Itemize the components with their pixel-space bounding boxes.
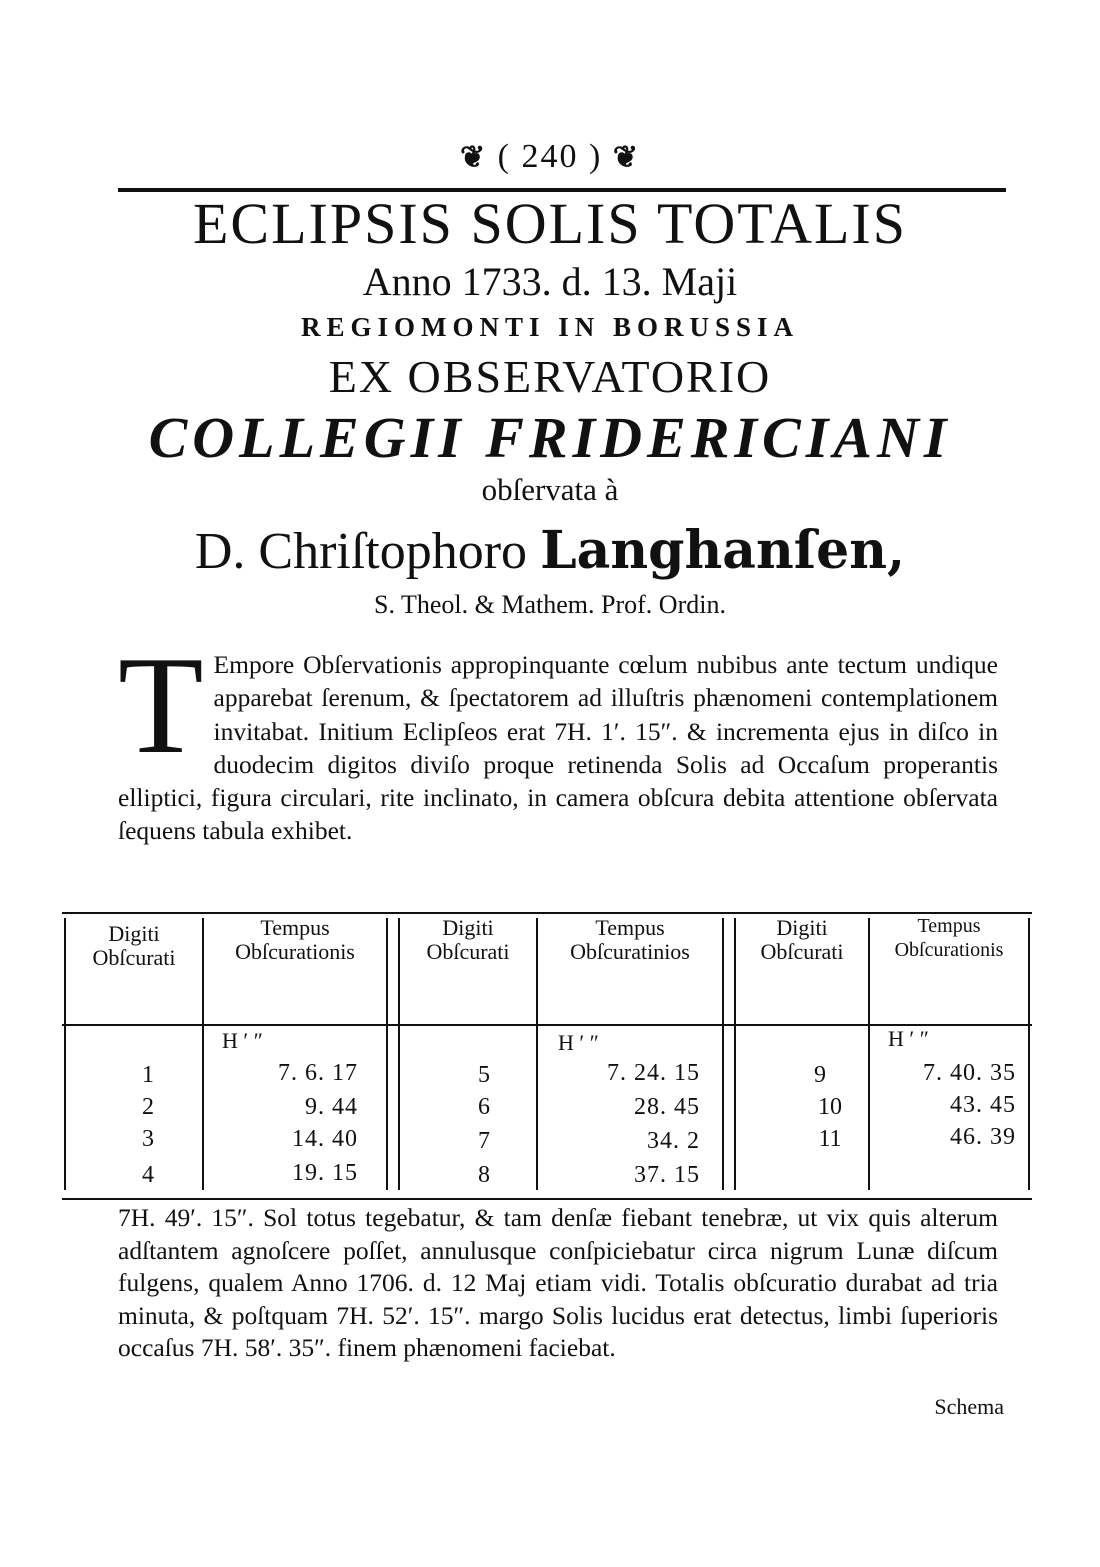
digit-header-line: Digiti <box>776 915 828 940</box>
title-line-5: COLLEGII FRIDERICIANI <box>148 405 952 470</box>
continuation-paragraph: 7H. 49′. 15″. Sol totus tegebatur, & tam denſæ fiebant tenebræ, ut vix quis alterum adſtantem agnoſcere poſſet, annulusque conſpiciebatur circa nigrum Lunæ diſcum fulgens, qualem Anno 1706. d. 12 Maj etiam vidi. Totalis obſcuratio durabat ad tria minuta, & poſtquam 7H. 52′. 15″. margo Solis lucidus erat detectus, limbi ſuperioris occaſus 7H. 58′. 35″. finem phænomeni faciebat. <box>118 1203 998 1362</box>
time-header <box>538 916 722 964</box>
drop-cap: T <box>118 628 204 783</box>
table-header-rule <box>62 1024 1032 1026</box>
digit-value: 3 <box>142 1126 154 1152</box>
time-value: 7. 24. 15 <box>607 1060 700 1086</box>
digit-header-line: Digiti <box>108 921 160 946</box>
time-value: 7. 6. 17 <box>278 1060 358 1086</box>
title-line-7 <box>0 520 1100 581</box>
digit-value: 10 <box>818 1094 842 1120</box>
digit-value: 1 <box>142 1062 154 1088</box>
digit-value: 7 <box>478 1128 490 1154</box>
intro-text: Empore Obſervationis appropinquante cœlum nubibus ante tectum undique apparebat ſerenum, & ſpectatorem ad illuſtris phænomeni contemplationem invitabat. Initium Eclipſeos erat 7H. 1′. 15″. & incrementa ejus in diſco in duodecim digitos diviſo proque retinenda Solis ad Occaſum properantis elliptici, figura circulari, rite inclinato, in camera obſcura debita attentione obſervata ſequens tabula exhibet. <box>118 650 998 846</box>
time-value: 7. 40. 35 <box>923 1060 1016 1086</box>
time-value: 37. 15 <box>634 1162 700 1188</box>
digit-header-line: Obſcurati <box>426 939 510 964</box>
time-header-line: Tempus <box>917 915 981 937</box>
time-value: 19. 15 <box>292 1160 358 1186</box>
title-line-8: S. Theol. & Mathem. Prof. Ordin. <box>374 590 726 619</box>
digit-value: 5 <box>478 1062 490 1088</box>
page-number: ( 240 ) <box>497 138 603 175</box>
title-line-1: ECLIPSIS SOLIS TOTALIS <box>193 191 907 256</box>
time-value: 43. 45 <box>950 1092 1016 1118</box>
title-line-4: EX OBSERVATORIO <box>328 351 772 402</box>
time-value: 46. 39 <box>950 1124 1016 1150</box>
time-header <box>204 916 386 964</box>
table-bottom-rule <box>62 1198 1032 1200</box>
digit-header-line: Digiti <box>442 915 494 940</box>
time-header-line: Obſcurationis <box>235 939 355 964</box>
author-surname: Langhanſen, <box>540 520 906 581</box>
table-right-border <box>1028 918 1030 1190</box>
title-line-3: REGIOMONTI IN BORUSSIA <box>300 312 800 342</box>
digit-value: 8 <box>478 1162 490 1188</box>
digit-value: 4 <box>142 1162 154 1188</box>
time-value: 9. 44 <box>305 1094 358 1120</box>
time-units: H ′ ″ <box>222 1028 263 1053</box>
time-header-line: Obſcuratinios <box>570 939 690 964</box>
digit-header-line: Obſcurati <box>92 945 176 970</box>
time-value: 14. 40 <box>292 1126 358 1152</box>
group-divider <box>386 918 388 1190</box>
digit-header <box>66 922 202 970</box>
time-units: H ′ ″ <box>558 1030 599 1055</box>
observation-table <box>62 912 1032 1202</box>
running-head <box>0 138 1100 176</box>
catchword: Schema <box>934 1394 1004 1419</box>
title-line-6: obſervata à <box>481 472 619 507</box>
digit-value: 9 <box>814 1062 826 1088</box>
digit-value: 6 <box>478 1094 490 1120</box>
intro-paragraph <box>118 628 998 848</box>
time-units: H ′ ″ <box>888 1026 929 1051</box>
time-header-line: Tempus <box>260 915 330 940</box>
digit-value: 2 <box>142 1094 154 1120</box>
digit-value: 11 <box>818 1126 842 1152</box>
group-divider <box>722 918 724 1190</box>
ornament-left: ❦ <box>460 141 488 174</box>
time-value: 28. 45 <box>634 1094 700 1120</box>
author-prefix: D. Chriſtophoro <box>194 523 528 580</box>
time-value: 34. 2 <box>647 1128 700 1154</box>
digit-header-line: Obſcurati <box>760 939 844 964</box>
ornament-right: ❦ <box>612 141 640 174</box>
title-line-2: Anno 1733. d. 13. Maji <box>362 259 738 304</box>
digit-header <box>400 916 536 964</box>
time-header <box>870 914 1028 962</box>
time-header-line: Tempus <box>595 915 665 940</box>
digit-header <box>736 916 868 964</box>
time-header-line: Obſcurationis <box>894 939 1004 961</box>
